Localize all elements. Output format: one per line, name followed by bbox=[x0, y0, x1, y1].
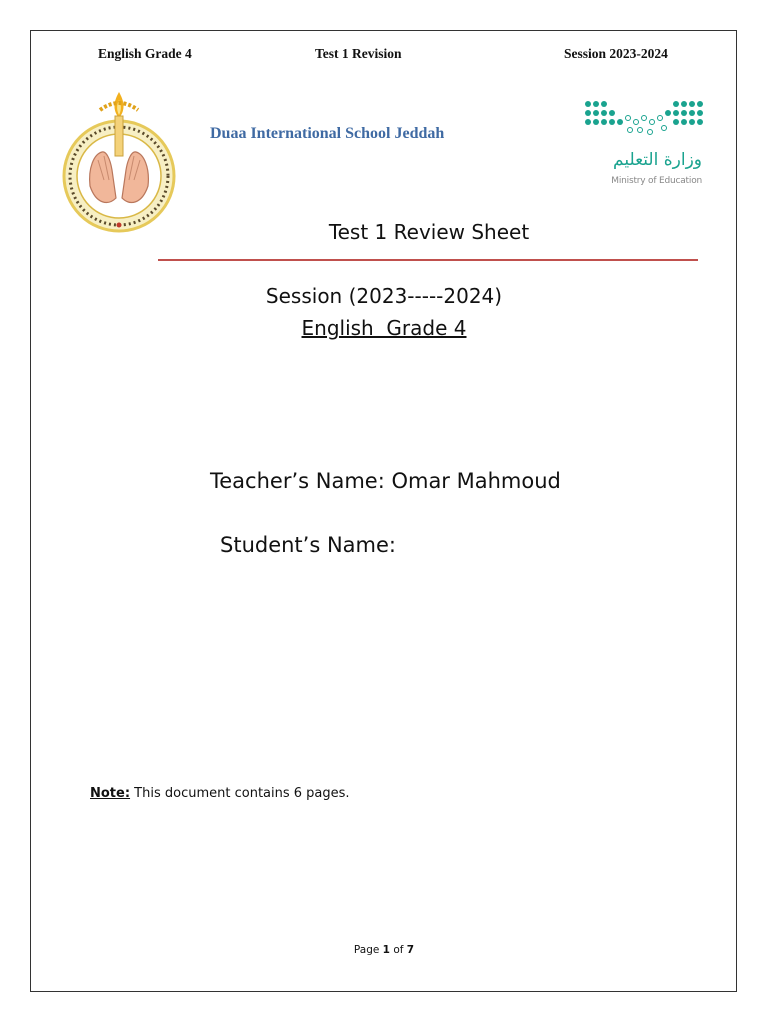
note-text: This document contains 6 pages. bbox=[130, 786, 350, 801]
header-session: Session 2023-2024 bbox=[564, 46, 668, 61]
title-divider bbox=[158, 259, 698, 261]
footer-total-pages: 7 bbox=[406, 944, 415, 956]
student-name: Student’s Name: bbox=[220, 533, 396, 557]
ministry-name-english: Ministry of Education bbox=[611, 176, 702, 186]
subject-line: English Grade 4 bbox=[301, 316, 467, 340]
teacher-name: Teacher’s Name: Omar Mahmoud bbox=[210, 469, 561, 493]
footer-current-page: 1 bbox=[382, 944, 390, 956]
school-logo-icon bbox=[60, 88, 178, 238]
header-grade: English Grade 4 bbox=[98, 46, 192, 61]
footer-page-word: Page bbox=[353, 944, 383, 956]
header-test: Test 1 Revision bbox=[315, 46, 402, 61]
footer-of-word: of bbox=[389, 944, 407, 956]
session-line: Session (2023-----2024) bbox=[265, 284, 503, 308]
school-name: Duaa International School Jeddah bbox=[210, 125, 445, 142]
page-footer bbox=[0, 944, 768, 956]
ministry-name-arabic: وزارة التعليم bbox=[613, 150, 702, 170]
note bbox=[90, 786, 350, 801]
note-label: Note: bbox=[90, 786, 131, 801]
document-title: Test 1 Review Sheet bbox=[328, 220, 530, 244]
